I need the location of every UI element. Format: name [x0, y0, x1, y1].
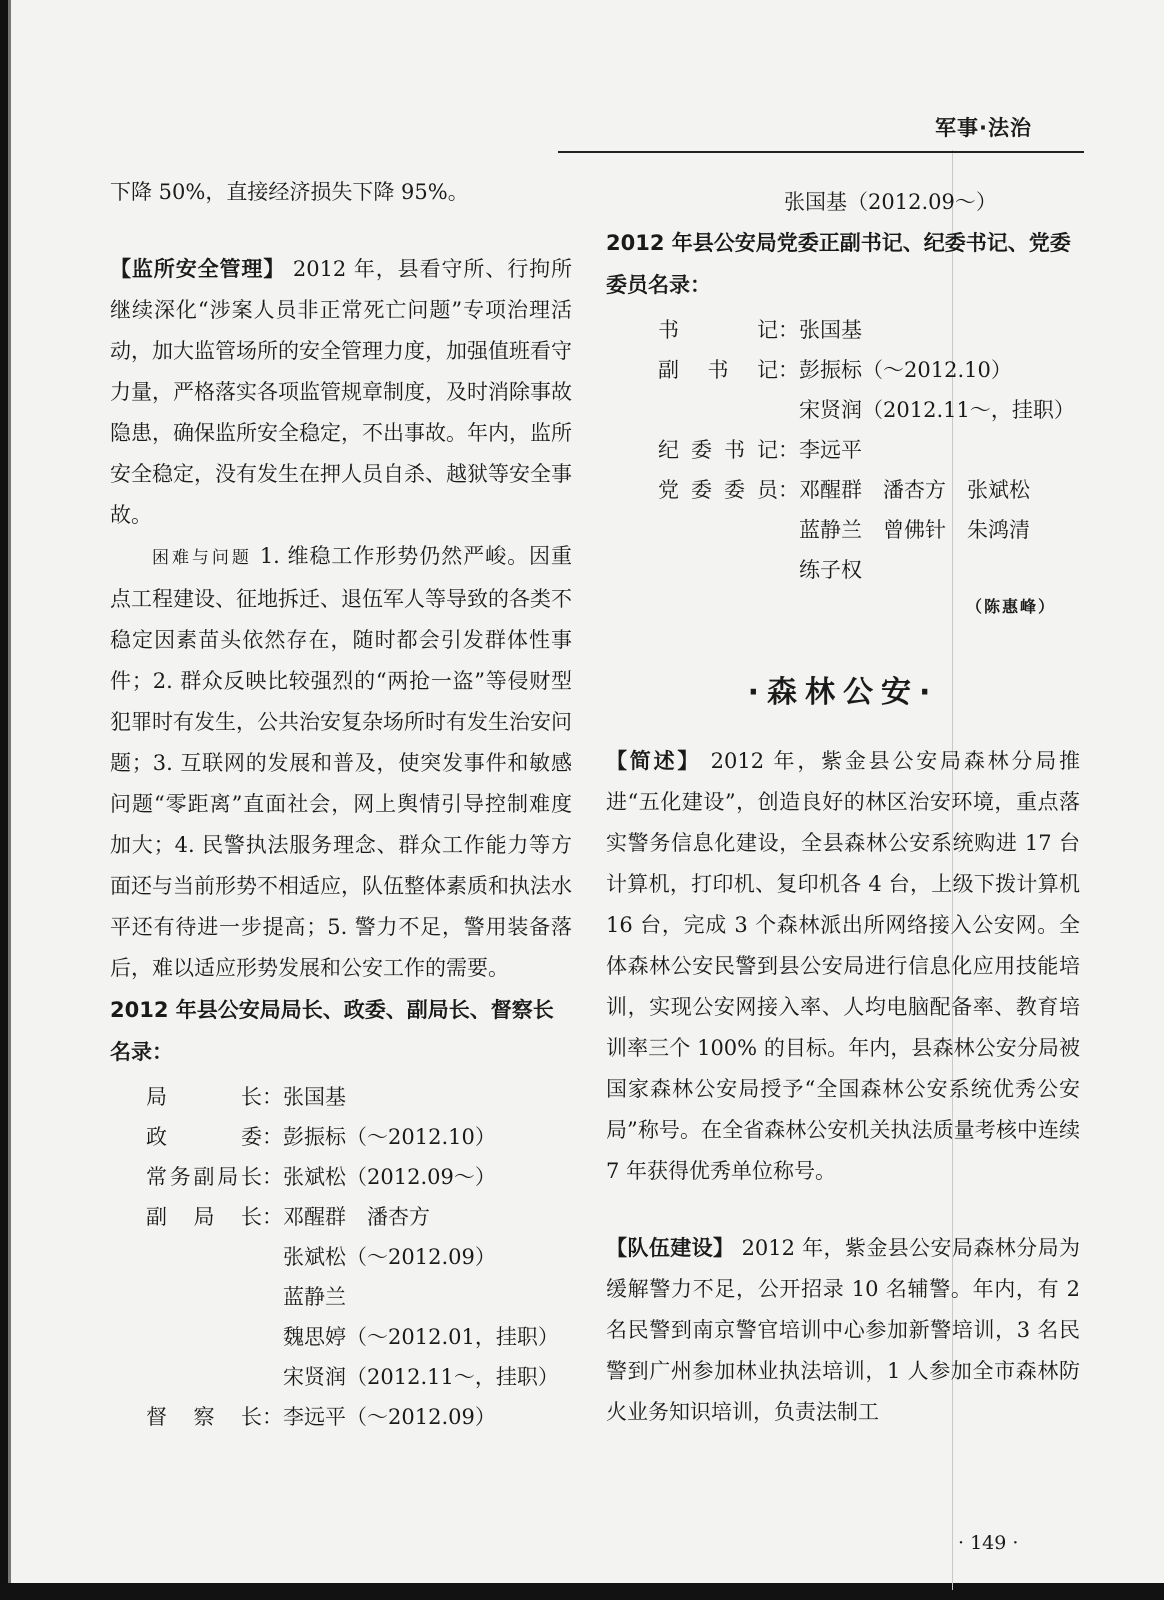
problems-paragraph [110, 536, 572, 989]
header-rule [558, 151, 1084, 153]
overview-text: 2012 年，紫金县公安局森林分局推进“五化建设”，创造良好的林区治安环境，重点落实警务信息化建设，全县森林公安系统购进 17 台计算机，打印机、复印机各 4 台，上级下拨计算机 16 台，完成 3 个森林派出所网络接入公安网。全体森林公安民警到县公安局进行信息化应用技能培训，实现公安网接入率、人均电脑配备率、教育培训率三个 100% 的目标。年内，县森林公安分局被国家森林公安局授予“全国森林公安系统优秀公安局”称号。在全省森林公安机关执法质量考核中连续 7 年获得优秀单位称号。 [606, 749, 1080, 1183]
roster-role: 书记 [658, 318, 778, 342]
roster-row [606, 430, 1080, 470]
prison-paragraph [110, 249, 572, 536]
running-header: 军事·法治 [935, 116, 1032, 140]
roster-row [110, 1117, 572, 1157]
roster-extra: 宋贤润（2012.11～，挂职） [283, 1365, 559, 1389]
scan-edge-shadow [8, 0, 11, 1600]
roster-title: 2012 年县公安局局长、政委、副局长、督察长名录： [110, 998, 554, 1064]
roster-colon: ： [262, 1205, 283, 1229]
roster-role: 局长 [146, 1085, 262, 1109]
party-roster [606, 310, 1080, 590]
roster-colon: ： [262, 1085, 283, 1109]
roster-names: 张斌松（2012.09～） [283, 1165, 496, 1189]
roster-role: 常务副局长 [146, 1165, 262, 1189]
right-column [606, 182, 1080, 1433]
team-keyword: 【队伍建设】 [606, 1236, 735, 1260]
roster-names: 邓醒群 潘杏方 张斌松 [799, 478, 1030, 502]
continued-entry: 张国基（2012.09～） [784, 190, 997, 214]
roster-names: 彭振标（～2012.10） [799, 358, 1012, 382]
prison-text: 2012 年，县看守所、行拘所继续深化“涉案人员非正常死亡问题”专项治理活动，加大监管场所的安全管理力度，加强值班看守力量，严格落实各项监管规章制度，及时消除事故隐患，确保监所安全稳定，不出事故。年内，监所安全稳定，没有发生在押人员自杀、越狱等安全事故。 [110, 257, 573, 527]
team-text: 2012 年，紫金县公安局森林分局为缓解警力不足，公开招录 10 名辅警。年内，有 2 名民警到南京警官培训中心参加新警培训，3 名民警到广州参加林业执法培训，1 人参加全市森林防火业务知识培训，负责法制工 [606, 1236, 1081, 1424]
problems-text: 1. 维稳工作形势仍然严峻。因重点工程建设、征地拆迁、退伍军人等导致的各类不稳定因素苗头依然存在，随时都会引发群体性事件；2. 群众反映比较强烈的“两抢一盗”等侵财型犯罪时有发生，公共治安复杂场所时有发生治安问题；3. 互联网的发展和普及，使突发事件和敏感问题“零距离”直面社会，网上舆情引导控制难度加大；4. 民警执法服务理念、群众工作能力等方面还与当前形势不相适应，队伍整体素质和执法水平还有待进一步提高；5. 警力不足，警用装备落后，难以适应形势发展和公安工作的需要。 [110, 544, 573, 980]
roster-colon: ： [262, 1125, 283, 1149]
roster-row [110, 1397, 572, 1437]
prison-keyword: 【监所安全管理】 [110, 257, 286, 281]
police-roster [110, 1077, 572, 1437]
roster-colon: ： [262, 1405, 283, 1429]
scan-edge-bottom [0, 1583, 1164, 1600]
roster-names: 彭振标（～2012.10） [283, 1125, 496, 1149]
roster-colon: ： [778, 478, 799, 502]
roster-extra: 魏思婷（～2012.01，挂职） [283, 1325, 559, 1349]
roster-names: 邓醒群 潘杏方 [283, 1205, 430, 1229]
overview-paragraph [606, 741, 1080, 1192]
roster-row [110, 1157, 572, 1197]
section-title: ·森林公安· [747, 675, 939, 710]
roster-role: 党委委员 [658, 478, 778, 502]
roster-row [606, 310, 1080, 350]
roster-role: 督察长 [146, 1405, 262, 1429]
continued-text: 下降 50%，直接经济损失下降 95%。 [110, 180, 469, 204]
roster-colon: ： [262, 1165, 283, 1189]
roster-extra: 宋贤润（2012.11～，挂职） [799, 398, 1075, 422]
roster-names: 张国基 [799, 318, 862, 342]
roster-extra: 张斌松（～2012.09） [283, 1245, 496, 1269]
roster-extra: 蓝静兰 曾佛针 朱鸿清 [799, 518, 1030, 542]
roster-row [606, 350, 1080, 390]
roster-colon: ： [778, 438, 799, 462]
roster-role: 副局长 [146, 1205, 262, 1229]
roster-role: 政委 [146, 1125, 262, 1149]
problems-heading: 困难与问题 [152, 548, 252, 568]
roster-row [110, 1077, 572, 1117]
roster-names: 张国基 [283, 1085, 346, 1109]
roster-colon: ： [778, 358, 799, 382]
roster-row [110, 1197, 572, 1237]
party-roster-title: 2012 年县公安局党委正副书记、纪委书记、党委委员名录： [606, 231, 1071, 297]
author-signature: （陈惠峰） [965, 597, 1056, 616]
roster-extra: 练子权 [799, 558, 862, 582]
roster-colon: ： [778, 318, 799, 342]
roster-role: 纪委书记 [658, 438, 778, 462]
roster-names: 李远平（～2012.09） [283, 1405, 496, 1429]
scan-edge-left [0, 0, 8, 1600]
team-paragraph [606, 1228, 1080, 1433]
roster-extra: 蓝静兰 [283, 1285, 346, 1309]
roster-row [606, 470, 1080, 510]
page-number: · 149 · [958, 1532, 1019, 1554]
roster-role: 副书记 [658, 358, 778, 382]
left-column [110, 172, 572, 1437]
overview-keyword: 【简述】 [606, 749, 702, 773]
roster-names: 李远平 [799, 438, 862, 462]
